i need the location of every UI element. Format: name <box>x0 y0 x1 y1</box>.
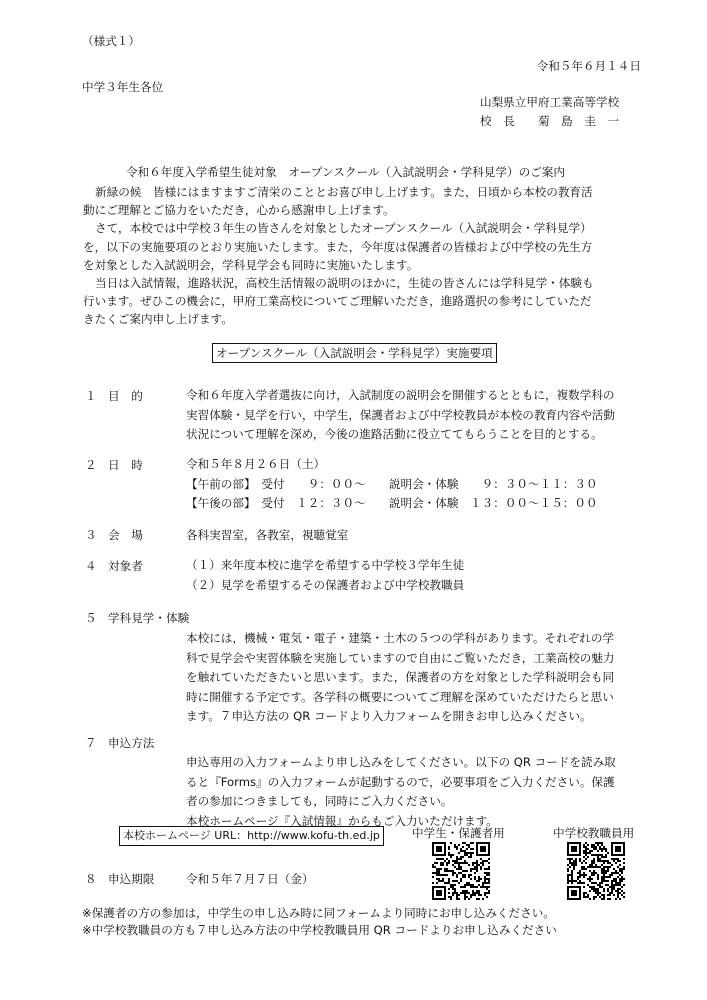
sender-school: 山梨県立甲府工業高等学校 <box>480 95 620 109</box>
qr-code-icon[interactable] <box>567 842 625 900</box>
intro-line: を対象とした入試説明会，学科見学会も同時に実施いたします。 <box>83 257 419 272</box>
intro-line: 行います。ぜひこの機会に，甲府工業高校についてご理解いただき，進路選択の参考にしていただ <box>83 294 592 309</box>
intro-text <box>83 183 594 329</box>
section-label: 会 場 <box>108 528 143 542</box>
section-label: 日 時 <box>108 458 143 472</box>
intro-line: さて，本校では中学校３年生の皆さんを対象としたオープンスクール（入試説明会・学科見学） <box>95 221 592 236</box>
apply-line: 者の参加につきましても，同時にご入力ください。 <box>186 794 453 808</box>
intro-line: きたくご案内申し上げます。 <box>83 312 233 327</box>
event-date: 令和５年８月２６日（土） <box>186 457 326 471</box>
datetime-text <box>186 455 598 514</box>
guidelines-title: オープンスクール（入試説明会・学科見学）実施要項 <box>212 343 497 363</box>
afternoon-session: 【午後の部】 受付 １２：３０～ 説明会・体験 １３：００～１５：００ <box>186 496 598 510</box>
dept-line: ます。７申込方法の QR コードより入力フォームを開きお申し込みください。 <box>186 709 592 723</box>
form-number: （様式１） <box>82 34 140 48</box>
dept-line: 本校には，機械・電気・電子・建築・土木の５つの学科があります。それぞれの学 <box>186 631 615 645</box>
note-line: ※中学校教職員の方も７申し込み方法の中学校教職員用 QR コードよりお申し込みください <box>82 923 557 937</box>
section-num: ８ <box>85 872 97 886</box>
dept-line: 科で見学会や実習体験を実施していますので自由にご覧いただき，工業高校の魅力 <box>186 650 615 665</box>
section-label: 対象者 <box>108 559 143 573</box>
document-title: 令和６年度入学希望生徒対象 オープンスクール（入試説明会・学科見学）のご案内 <box>126 165 565 179</box>
addressee: 中学３年生各位 <box>82 80 164 94</box>
dept-text <box>186 629 615 727</box>
apply-line: 本校ホームページ『入試情報』からもご入力いただけます。 <box>186 813 498 828</box>
qr-label-teachers: 中学校教職員用 <box>553 826 635 840</box>
section-label: 申込期限 <box>108 872 155 886</box>
section-num: １ <box>85 389 97 403</box>
qr-code-icon[interactable] <box>432 842 490 900</box>
target-line: （２）見学を希望するその保護者および中学校教職員 <box>186 577 465 592</box>
section-label: 申込方法 <box>108 736 155 750</box>
apply-line: 申込専用の入力フォームより申し込みをしてください。以下の QR コードを読み取 <box>186 755 616 769</box>
section-num: ４ <box>85 559 97 573</box>
intro-line: 当日は入試情報，進路状況，高校生活情報の説明のほかに，生徒の皆さんには学科見学・体験も <box>95 276 594 291</box>
venue-value: 各科実習室，各教室，視聴覚室 <box>186 528 349 542</box>
intro-line: を，以下の実施要項のとおり実施いたします。また，今年度は保護者の皆様および中学校の先生方 <box>83 239 593 254</box>
purpose-text <box>186 386 615 445</box>
apply-line: ると『Forms』の入力フォームが起動するので，必要事項をご入力ください。保護 <box>186 774 615 789</box>
apply-text <box>186 753 616 831</box>
morning-session: 【午前の部】 受付 ９：００～ 説明会・体験 ９：３０～１１：３０ <box>186 476 598 491</box>
note-line: ※保護者の方の参加は，中学生の申し込み時に同フォームより同時にお申し込みください。 <box>82 906 555 920</box>
sender-principal: 校 長 菊 島 圭 一 <box>480 114 620 128</box>
section-num: ７ <box>85 736 97 750</box>
target-text <box>186 556 464 595</box>
purpose-line: 状況について理解を深め，今後の進路活動に役立ててもらうことを目的とする。 <box>186 427 603 441</box>
section-num: ２ <box>85 458 97 472</box>
intro-line: 動にご理解とご協力をいただき，心から感謝申し上げます。 <box>83 203 395 218</box>
dept-line: を触れていただきたいと思います。また，保護者の方を対象とした学科説明会も同 <box>186 670 615 684</box>
section-label: 目 的 <box>108 389 143 403</box>
issue-date: 令和５年６月１４日 <box>536 59 641 73</box>
school-url-box: 本校ホームページ URL：http://www.kofu-th.ed.jp <box>119 826 384 846</box>
section-num: ５ <box>85 611 97 625</box>
section-num: ３ <box>85 528 97 542</box>
target-line: （１）来年度本校に進学を希望する中学校３学年生徒 <box>186 558 465 572</box>
qr-label-students: 中学生・保護者用 <box>412 826 505 840</box>
section-label: 学科見学・体験 <box>108 611 190 625</box>
dept-line: 時に開催する予定です。各学科の概要についてご理解を深めていただけたらと思い <box>186 689 614 704</box>
purpose-line: 令和６年度入学者選抜に向け，入試制度の説明会を開催するとともに，複数学科の <box>186 388 615 402</box>
purpose-line: 実習体験・見学を行い，中学生，保護者および中学校教員が本校の教育内容や活動 <box>186 407 615 422</box>
intro-line: 新緑の候 皆様にはますますご清栄のこととお喜び申し上げます。また，日頃から本校の教育活 <box>95 185 593 199</box>
deadline-value: 令和５年７月７日（金） <box>186 872 314 886</box>
